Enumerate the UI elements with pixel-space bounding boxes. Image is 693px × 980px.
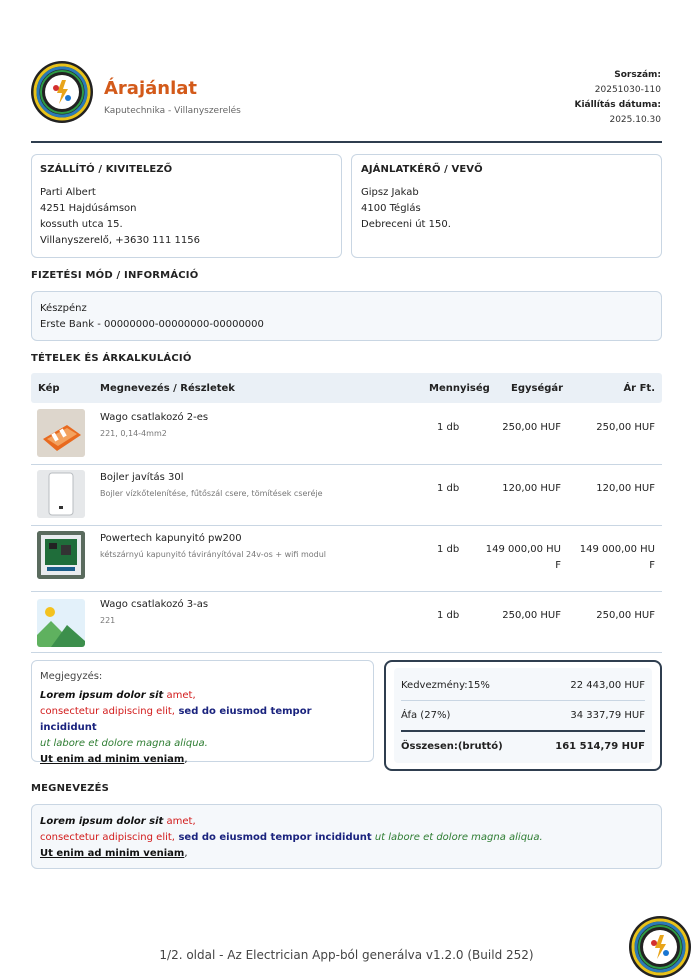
image-placeholder-icon (37, 599, 85, 647)
notes-title: Megjegyzés: (40, 671, 103, 682)
col-unit-price: Egységár (511, 383, 564, 394)
totals-box (384, 660, 662, 771)
buyer-city: 4100 Téglás (361, 203, 421, 214)
item-description: 221 (100, 616, 116, 625)
item-total-line1: 149 000,00 HU (579, 544, 655, 555)
buyer-title: AJÁNLATKÉRŐ / VEVŐ (361, 164, 483, 175)
item-description: kétszárnyú kapunyitó távirányítóval 24v-os + wifi modul (100, 550, 327, 559)
page-footer: 1/2. oldal - Az Electrician App-ból generálva v1.2.0 (Build 252) (159, 948, 534, 962)
description-section-title: MEGNEVEZÉS (31, 783, 110, 794)
item-quantity: 1 db (437, 483, 460, 494)
supplier-name: Parti Albert (40, 187, 96, 198)
discount-label: Kedvezmény:15% (401, 680, 490, 691)
notes-text (40, 688, 365, 768)
item-unit-price-line1: 250,00 HUF (502, 610, 561, 621)
payment-method: Készpénz (40, 303, 87, 314)
supplier-street: kossuth utca 15. (40, 219, 123, 230)
item-total (575, 481, 655, 497)
payment-section-title: FIZETÉSI MÓD / INFORMÁCIÓ (31, 270, 199, 281)
item-unit-price-line2: F (555, 560, 561, 571)
notes-green-text: ut labore et dolore magna aliqua. (40, 738, 208, 749)
discount-value: 22 443,00 HUF (570, 680, 645, 691)
totals-divider-strong (401, 730, 645, 732)
notes-red-text-2: consectetur adipiscing elit, (40, 706, 175, 717)
item-unit-price-line1: 149 000,00 HU (485, 544, 561, 555)
item-total-line1: 250,00 HUF (596, 422, 655, 433)
item-name: Bojler javítás 30l (100, 472, 184, 483)
item-unit-price (483, 481, 561, 497)
item-unit-price (483, 420, 561, 436)
supplier-city: 4251 Hajdúsámson (40, 203, 137, 214)
desc-comma: , (184, 848, 188, 859)
gross-value: 161 514,79 HUF (555, 741, 645, 752)
desc-red-text-2: consectetur adipiscing elit, (40, 832, 175, 843)
item-name: Wago csatlakozó 2-es (100, 412, 209, 423)
document-meta (574, 68, 661, 128)
desc-underlined: Ut enim ad minim veniam (40, 848, 185, 859)
boiler-photo (37, 470, 85, 518)
item-quantity: 1 db (437, 610, 460, 621)
supplier-box (31, 154, 342, 258)
desc-bold-italic: Lorem ipsum dolor sit (40, 816, 164, 827)
header-divider (31, 141, 662, 143)
notes-comma: , (184, 754, 188, 765)
totals-divider (401, 700, 645, 701)
item-quantity: 1 db (437, 544, 460, 555)
serial-label: Sorszám: (614, 70, 661, 80)
gross-line (401, 741, 645, 752)
item-total-line2: F (649, 560, 655, 571)
item-total-line1: 250,00 HUF (596, 610, 655, 621)
table-row (31, 464, 662, 526)
notes-box (31, 660, 374, 765)
notes-bold-navy: sed do eiusmod tempor incididunt (40, 706, 312, 733)
discount-line (401, 680, 645, 691)
desc-red-text: amet, (163, 816, 196, 827)
gross-label: Összesen:(bruttó) (401, 741, 503, 752)
items-table-header (31, 373, 662, 403)
date-value: 2025.10.30 (609, 115, 661, 125)
totals-inner (394, 668, 652, 763)
item-total (575, 420, 655, 436)
item-description: Bojler vízkőtelenítése, fűtőszál csere, tömítések cseréje (100, 489, 323, 498)
item-description: 221, 0,14-4mm2 (100, 429, 167, 438)
payment-bank: Erste Bank - 00000000-00000000-00000000 (40, 319, 264, 330)
vat-value: 34 337,79 HUF (570, 710, 645, 721)
company-logo (30, 60, 94, 124)
serial-value: 20251030-110 (594, 85, 661, 95)
buyer-street: Debreceni út 150. (361, 219, 451, 230)
col-quantity: Mennyiség (429, 383, 490, 394)
col-total: Ár Ft. (623, 383, 655, 394)
description-text (40, 814, 653, 862)
document-title: Árajánlat (104, 78, 198, 99)
vat-line (401, 710, 645, 721)
col-name: Megnevezés / Részletek (100, 383, 235, 394)
item-unit-price-line1: 120,00 HUF (502, 483, 561, 494)
item-total (575, 542, 655, 574)
notes-red-text: amet, (163, 690, 196, 701)
buyer-box (351, 154, 662, 258)
vat-label: Áfa (27%) (401, 710, 451, 721)
supplier-title: SZÁLLÍTÓ / KIVITELEZŐ (40, 164, 173, 175)
wago-connector-photo (37, 409, 85, 457)
item-unit-price-line1: 250,00 HUF (502, 422, 561, 433)
item-quantity: 1 db (437, 422, 460, 433)
notes-bold-italic: Lorem ipsum dolor sit (40, 690, 164, 701)
item-unit-price (483, 542, 561, 574)
payment-box (31, 291, 662, 341)
notes-underlined: Ut enim ad minim veniam (40, 754, 185, 765)
item-unit-price (483, 608, 561, 624)
footer-logo (628, 915, 692, 979)
table-row (31, 403, 662, 465)
col-image: Kép (38, 383, 60, 394)
desc-bold-navy: sed do eiusmod tempor incididunt (174, 832, 372, 843)
gate-controller-photo (37, 531, 85, 579)
buyer-name: Gipsz Jakab (361, 187, 419, 198)
desc-green-text: ut labore et dolore magna aliqua. (371, 832, 543, 843)
table-row (31, 525, 662, 592)
description-box (31, 804, 662, 869)
document-subtitle: Kaputechnika - Villanyszerelés (104, 106, 241, 116)
item-total (575, 608, 655, 624)
items-section-title: TÉTELEK ÉS ÁRKALKULÁCIÓ (31, 353, 192, 364)
item-name: Powertech kapunyitó pw200 (100, 533, 242, 544)
item-total-line1: 120,00 HUF (596, 483, 655, 494)
supplier-contact: Villanyszerelő, +3630 111 1156 (40, 235, 200, 246)
item-name: Wago csatlakozó 3-as (100, 599, 209, 610)
date-label: Kiállítás dátuma: (574, 100, 661, 110)
table-row (31, 591, 662, 653)
